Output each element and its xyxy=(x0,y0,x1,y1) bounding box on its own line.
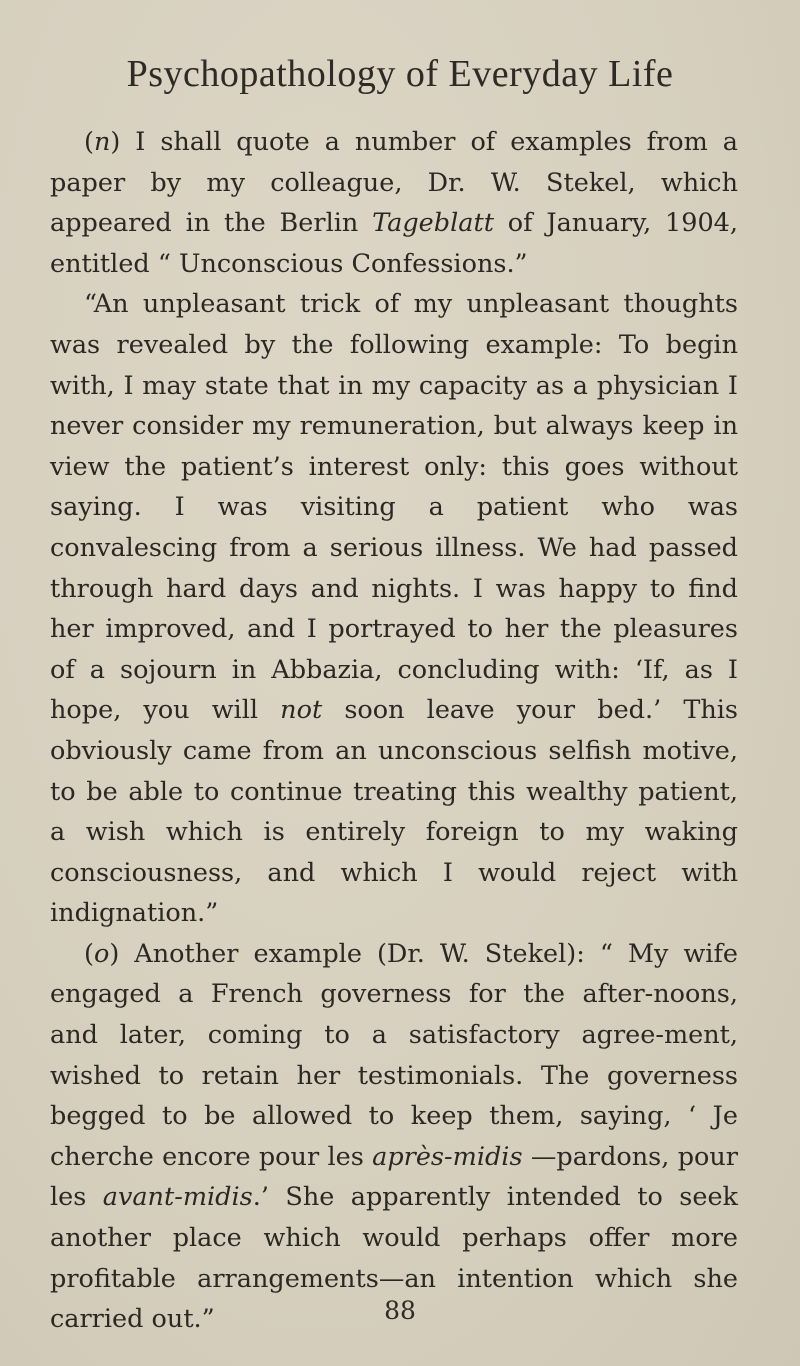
paragraph-n xyxy=(50,122,738,284)
text-run-italic: Tageblatt xyxy=(372,208,494,239)
text-run: ) Another example (Dr. W. Stekel): “ My wife engaged a French governess for the after-noons, and later, coming to a satisfactory agree-ment, wished to retain her testimonials. The governess begged to be allowed to keep them, saying, ‘ Je cherche encore pour les xyxy=(50,938,738,1172)
text-run-italic: o xyxy=(93,938,110,969)
text-run-italic: après-midis xyxy=(372,1141,523,1172)
paragraph-quote xyxy=(50,284,738,934)
text-run: ( xyxy=(84,938,94,969)
running-head: Psychopathology of Everyday Life xyxy=(126,53,674,95)
text-run: soon leave your bed.’ This obviously came from an unconscious selfish motive, to be able to continue treating this wealthy patient, a wish which is entirely foreign to my waking consciousness, and which I would reject with indignation.” xyxy=(50,695,739,929)
body-text xyxy=(50,122,738,1340)
text-run-italic: n xyxy=(93,127,111,157)
page-number: 88 xyxy=(384,1296,416,1325)
text-run: “An unpleasant trick of my unpleasant thoughts was revealed by the following example: To begin with, I may state that in my capacity as a physician I never consider my remuneration, but always keep in view the patient’s interest only: this goes without saying. I was visiting a patient who was convalescing from a serious illness. We had passed through hard days and nights. I was happy to find her improved, and I portrayed to her the pleasures of a sojourn in Abbazia, concluding with: ‘If, as I hope, you will xyxy=(50,289,738,726)
text-run-italic: not xyxy=(280,695,323,726)
text-run: ) I shall quote a number of examples from a paper by my colleague, Dr. W. Stekel, which appeared in the Berlin xyxy=(50,127,738,239)
paragraph-o xyxy=(50,934,738,1340)
text-run: ( xyxy=(84,127,94,157)
text-run: —pardons, pour les xyxy=(50,1141,738,1213)
text-run: .’ She apparently intended to seek another place which would perhaps offer more profitable arrangements—an intention which she carried out.” xyxy=(50,1182,738,1335)
text-run-italic: avant-midis xyxy=(102,1182,253,1213)
text-run: of January, 1904, entitled “ Unconscious Confessions.” xyxy=(50,208,738,279)
